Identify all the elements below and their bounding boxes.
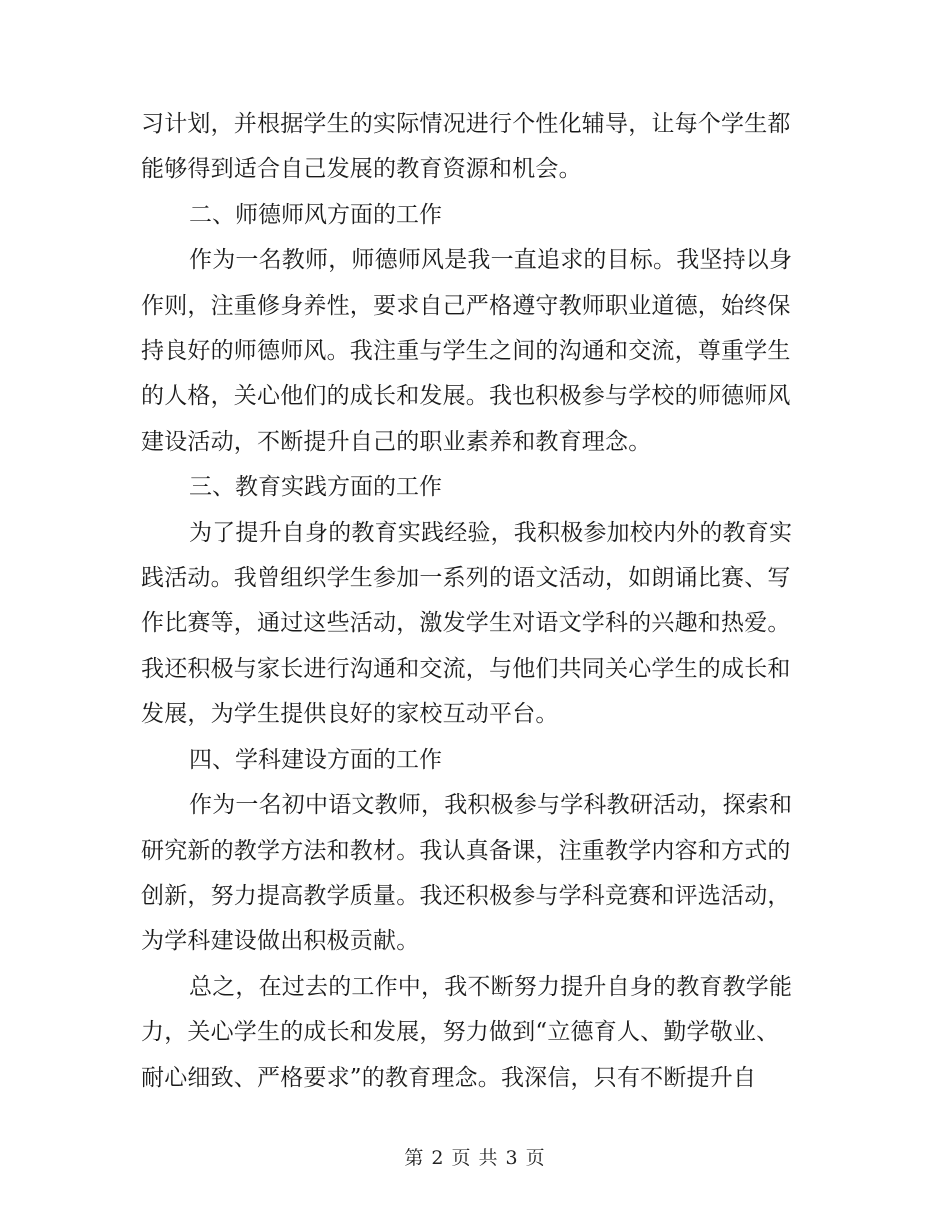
- paragraph-ethics: 作为一名教师，师德师风是我一直追求的目标。我坚持以身 作则，注重修身养性，要求自己严格遵守教师职业道德，始终保 持良好的师德师风。我注重与学生之间的沟通和交流，尊重学生 的人格，关心他们的成长和发展。我也积极参与学校的师德师风 建设活动，不断提升自己的职业素养和教育理念。: [141, 247, 793, 455]
- section-heading-practice: 三、教育实践方面的工作: [189, 474, 442, 501]
- paragraph-summary: 总之，在过去的工作中，我不断努力提升自身的教育教学能 力，关心学生的成长和发展，努力做到“立德育人、勤学敬业、 耐心细致、严格要求”的教育理念。我深信，只有不断提升自: [141, 973, 793, 1091]
- document-body: [141, 102, 809, 1101]
- paragraph-continuation: 习计划，并根据学生的实际情况进行个性化辅导，让每个学生都 能够得到适合自己发展的教育资源和机会。: [141, 111, 791, 183]
- section-heading-ethics: 二、师德师风方面的工作: [189, 201, 442, 228]
- section-heading-discipline: 四、学科建设方面的工作: [189, 746, 442, 773]
- page-number-footer: 第 2 页 共 3 页: [404, 1147, 546, 1169]
- paragraph-practice: 为了提升自身的教育实践经验，我积极参加校内外的教育实 践活动。我曾组织学生参加一系列的语文活动，如朗诵比赛、写 作比赛等，通过这些活动，激发学生对语文学科的兴趣和热爱。 我还积极与家长进行沟通和交流，与他们共同关心学生的成长和 发展，为学生提供良好的家校互动平台。: [141, 519, 793, 728]
- paragraph-discipline: 作为一名初中语文教师，我积极参与学科教研活动，探索和 研究新的教学方法和教材。我认真备课，注重教学内容和方式的 创新，努力提高教学质量。我还积极参与学科竞赛和评选活动， 为学科建设做出积极贡献。: [141, 792, 793, 955]
